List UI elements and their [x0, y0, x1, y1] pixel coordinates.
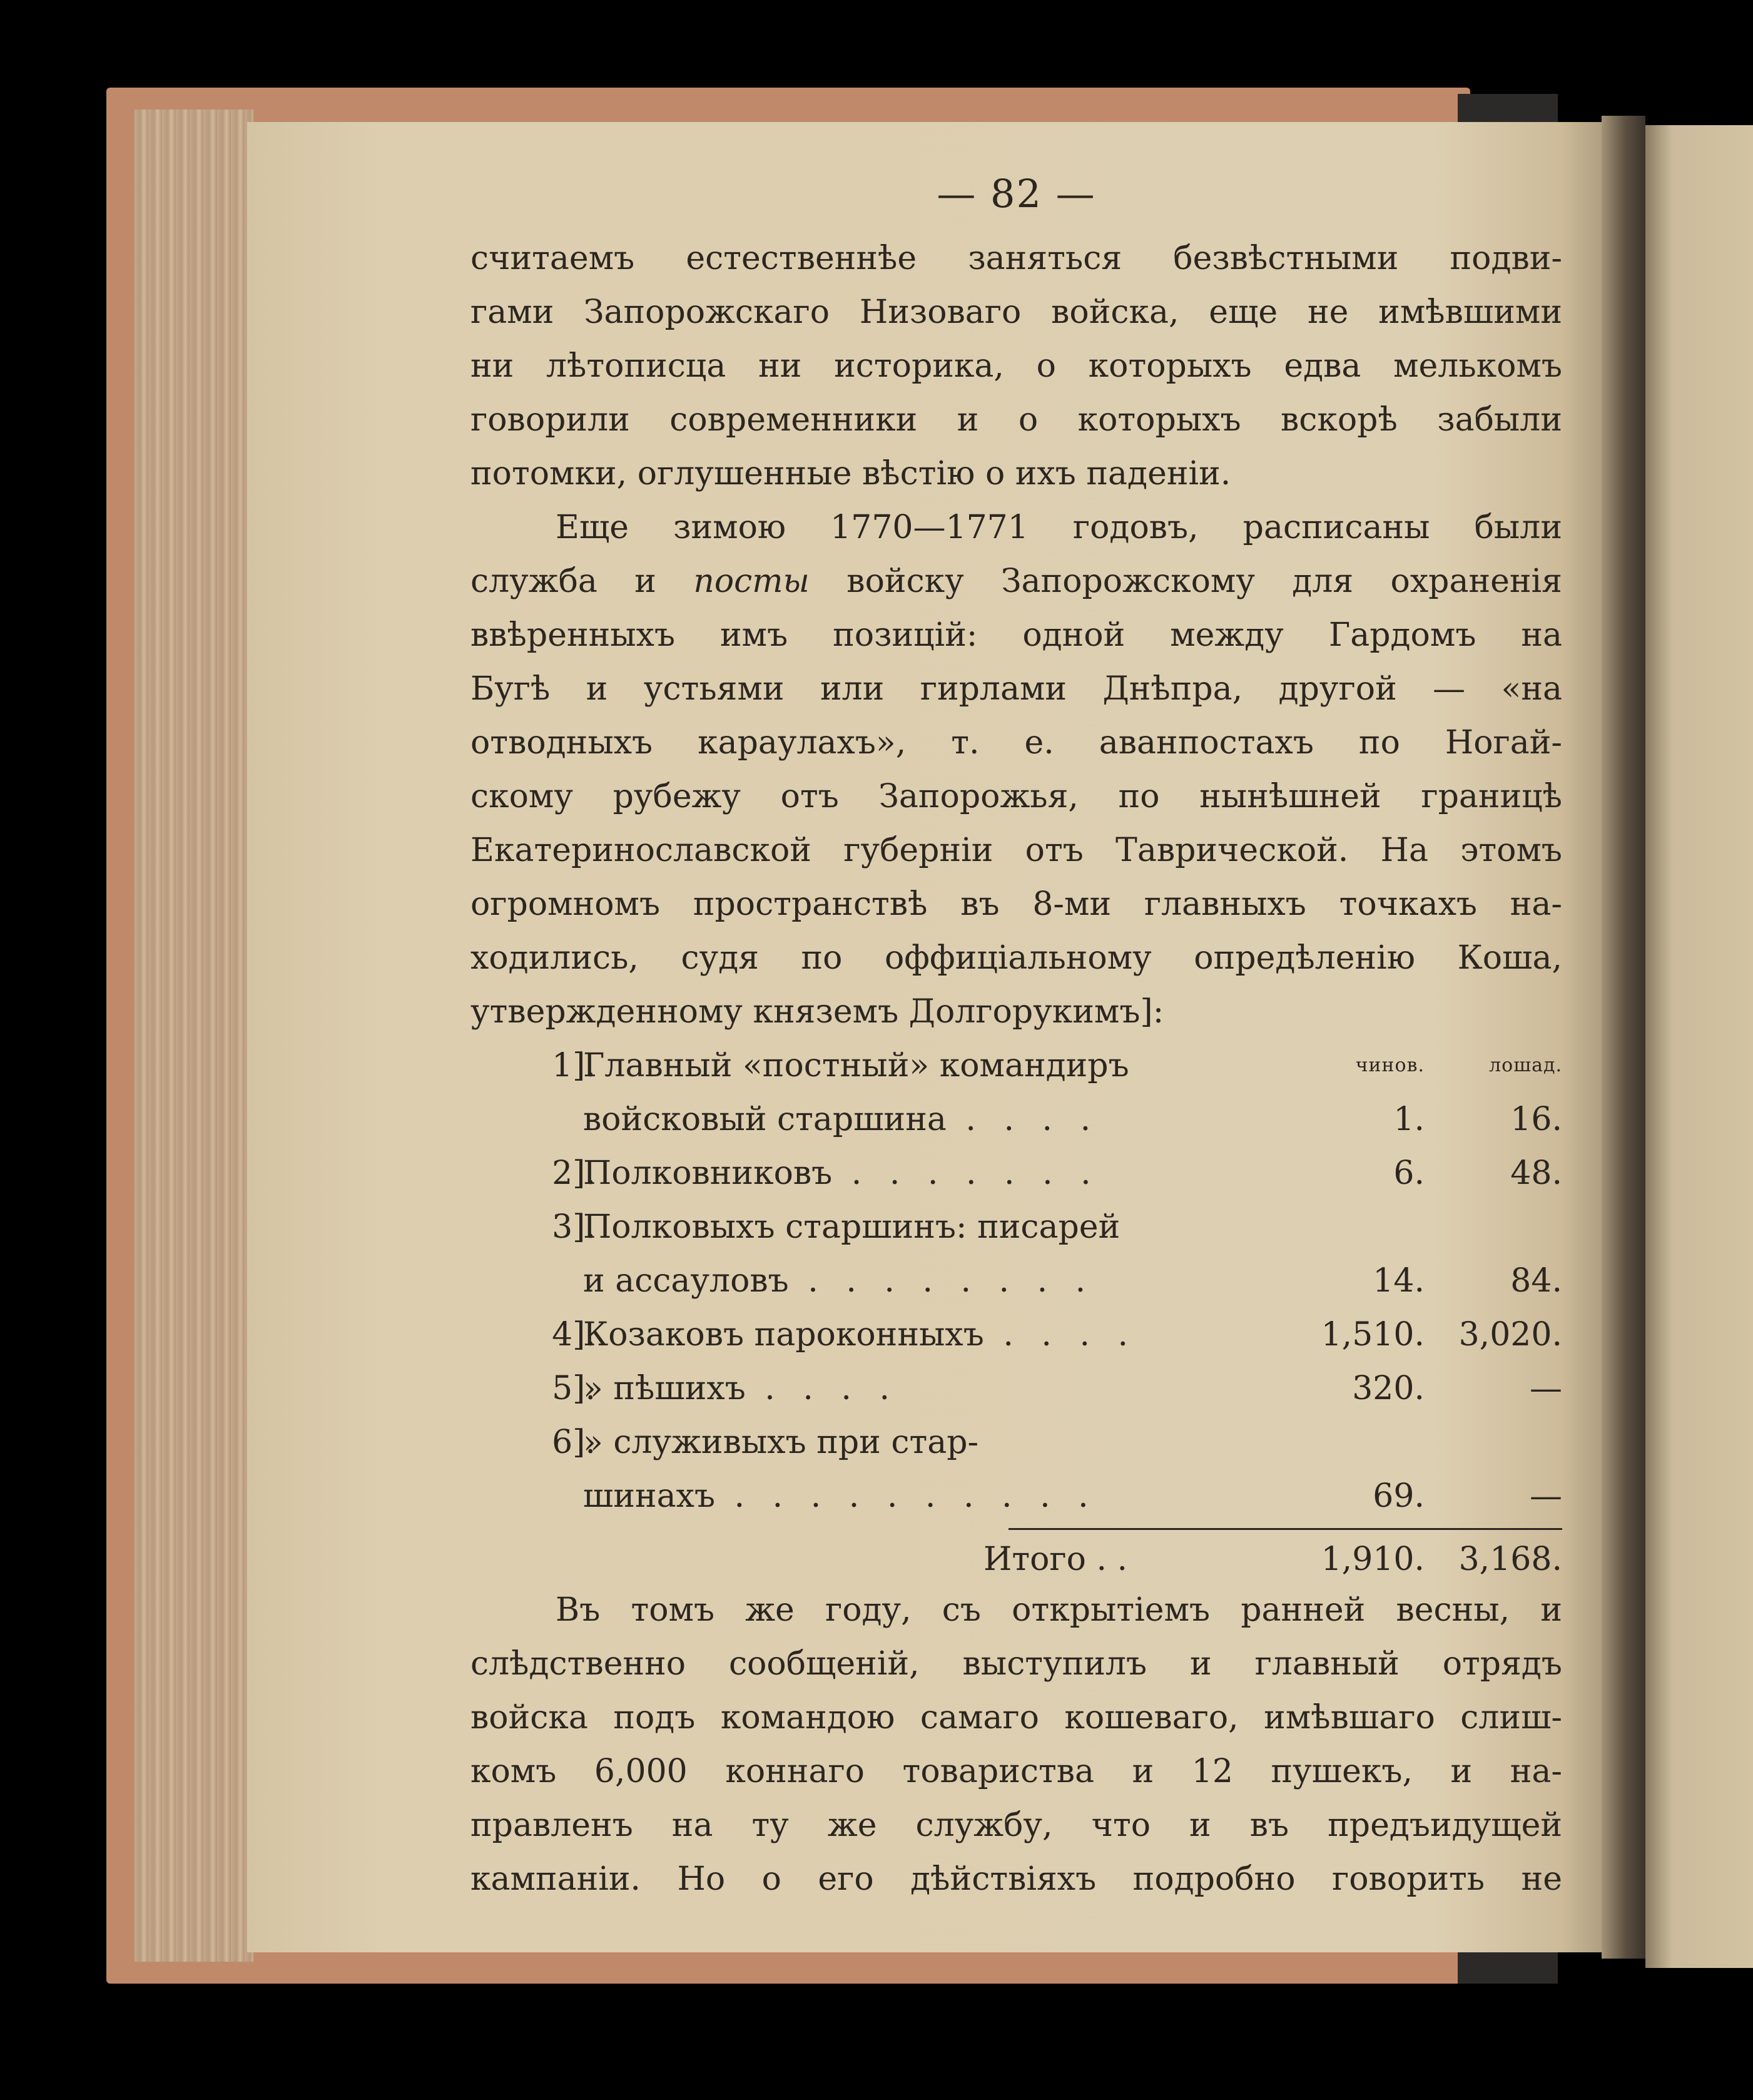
leader-dots: . . . . . . . . . .	[715, 1477, 1097, 1515]
cell-chinov: 1,510.	[1321, 1316, 1425, 1353]
text-line: огромномъ пространствѣ въ 8-ми главныхъ точкахъ на-	[470, 885, 1562, 923]
table-row	[470, 1362, 1562, 1415]
row-label: Козаковъ пароконныхъ	[583, 1316, 984, 1353]
text-line: комъ 6,000 коннаго товариства и 12 пушекъ, и на-	[470, 1753, 1562, 1790]
text-line: говорили современники и о которыхъ вскорѣ забыли	[470, 401, 1562, 439]
text-line-with-italic	[470, 554, 1562, 608]
row-label-cell	[583, 1093, 1290, 1146]
table-row	[470, 1308, 1562, 1362]
leader-dots: . . . .	[946, 1101, 1100, 1138]
row-label-cell	[583, 1469, 1290, 1523]
paragraph-3	[470, 1583, 1562, 1906]
table-row	[470, 1146, 1562, 1200]
italic-word: посты	[693, 563, 810, 600]
table-row	[470, 1469, 1562, 1523]
text-line: гами Запорожскаго Низоваго войска, еще не имѣвшими	[470, 293, 1562, 331]
table-row	[470, 1039, 1562, 1093]
row-label: » пѣшихъ	[583, 1370, 746, 1407]
column-header-chinov: чинов.	[1355, 1054, 1425, 1076]
cell-loshad: 3,020.	[1458, 1316, 1562, 1353]
leader-dots: . . . .	[983, 1316, 1137, 1353]
cell-chinov: 14.	[1373, 1262, 1425, 1300]
text-line: кампаніи. Но о его дѣйствіяхъ подробно говорить не	[470, 1860, 1562, 1898]
table-row	[470, 1200, 1562, 1254]
row-number: 4].	[552, 1316, 596, 1353]
text-line: Бугѣ и устьями или гирлами Днѣпра, другой — «на	[470, 670, 1562, 708]
facing-page-edge	[1645, 125, 1753, 1968]
paragraph-2	[470, 501, 1562, 1039]
leader-dots: . . . .	[745, 1370, 899, 1407]
cell-loshad: 16.	[1510, 1101, 1562, 1138]
text-line: ни лѣтописца ни историка, о которыхъ едва мелькомъ	[470, 347, 1562, 385]
text-line: потомки, оглушенные вѣстію о ихъ паденіи.	[470, 455, 1231, 492]
row-label: войсковый старшина	[583, 1101, 947, 1138]
text-line: утвержденному княземъ Долгорукимъ]:	[470, 993, 1164, 1031]
row-label: Полковниковъ	[583, 1154, 833, 1192]
page-edges	[135, 110, 253, 1962]
column-header-loshad: лошад.	[1489, 1054, 1562, 1076]
text-line: войска подъ командою самаго кошеваго, имѣвшаго слиш-	[470, 1699, 1562, 1736]
total-loshad: 3,168.	[1458, 1541, 1562, 1578]
text-line: считаемъ естественнѣе заняться безвѣстными подви-	[470, 240, 1562, 277]
cell-loshad: 84.	[1510, 1262, 1562, 1300]
text-line: Екатеринославской губерніи отъ Таврической. На этомъ	[470, 832, 1562, 869]
row-label: шинахъ	[583, 1477, 716, 1515]
row-number: 3].	[552, 1208, 596, 1246]
total-chinov: 1,910.	[1321, 1541, 1425, 1578]
book-gutter	[1602, 116, 1645, 1959]
page-text	[470, 160, 1562, 1906]
text-line: ввѣренныхъ имъ позицій: одной между Гардомъ на	[470, 616, 1562, 654]
leader-dots: . . . . . . . .	[788, 1262, 1095, 1300]
row-number: 1].	[552, 1047, 596, 1084]
row-number: 6].	[552, 1424, 596, 1461]
cell-chinov: 320.	[1352, 1370, 1425, 1407]
cell-loshad: 48.	[1510, 1154, 1562, 1192]
row-label: Главный «постный» командиръ	[583, 1047, 1129, 1084]
text-line: ходились, судя по оффиціальному опредѣленію Коша,	[470, 939, 1562, 977]
text-line: Въ томъ же году, съ открытіемъ ранней весны, и	[556, 1591, 1562, 1629]
cell-chinov: 6.	[1393, 1154, 1425, 1192]
cell-chinov: 69.	[1373, 1477, 1425, 1515]
table-row	[470, 1415, 1562, 1469]
row-label: » служивыхъ при стар-	[583, 1424, 979, 1461]
text-line: скому рубежу отъ Запорожья, по нынѣшней границѣ	[470, 778, 1562, 815]
cell-chinov: 1.	[1393, 1101, 1425, 1138]
total-row	[470, 1523, 1562, 1583]
text-span: служба и	[470, 563, 694, 600]
page-number: — 82 —	[937, 171, 1096, 217]
cell-loshad: —	[1530, 1477, 1562, 1515]
leader-dots: . . . . . . .	[832, 1154, 1100, 1192]
text-line: Еще зимою 1770—1771 годовъ, расписаны были	[556, 509, 1562, 546]
row-label-cell	[583, 1146, 1290, 1200]
paragraph-1	[470, 232, 1562, 501]
row-number: 5].	[552, 1370, 596, 1407]
row-label-cell	[583, 1308, 1290, 1362]
table-row	[470, 1093, 1562, 1146]
text-line: правленъ на ту же службу, что и въ предъидущей	[470, 1807, 1562, 1844]
text-line: отводныхъ караулахъ», т. е. аванпостахъ по Ногай-	[470, 724, 1562, 762]
row-label-cell	[583, 1254, 1290, 1308]
row-label: Полковыхъ старшинъ: писарей	[583, 1208, 1120, 1246]
troops-table	[470, 1039, 1562, 1583]
text-span: войску Запорожскому для охраненія	[809, 563, 1562, 600]
cell-loshad: —	[1530, 1370, 1562, 1407]
row-label: и ассауловъ	[583, 1262, 789, 1300]
row-label-cell	[583, 1362, 1290, 1415]
row-number: 2].	[552, 1154, 596, 1192]
text-line: слѣдственно сообщеній, выступилъ и главный отрядъ	[470, 1645, 1562, 1683]
total-label: Итого . .	[983, 1541, 1128, 1578]
table-row	[470, 1254, 1562, 1308]
